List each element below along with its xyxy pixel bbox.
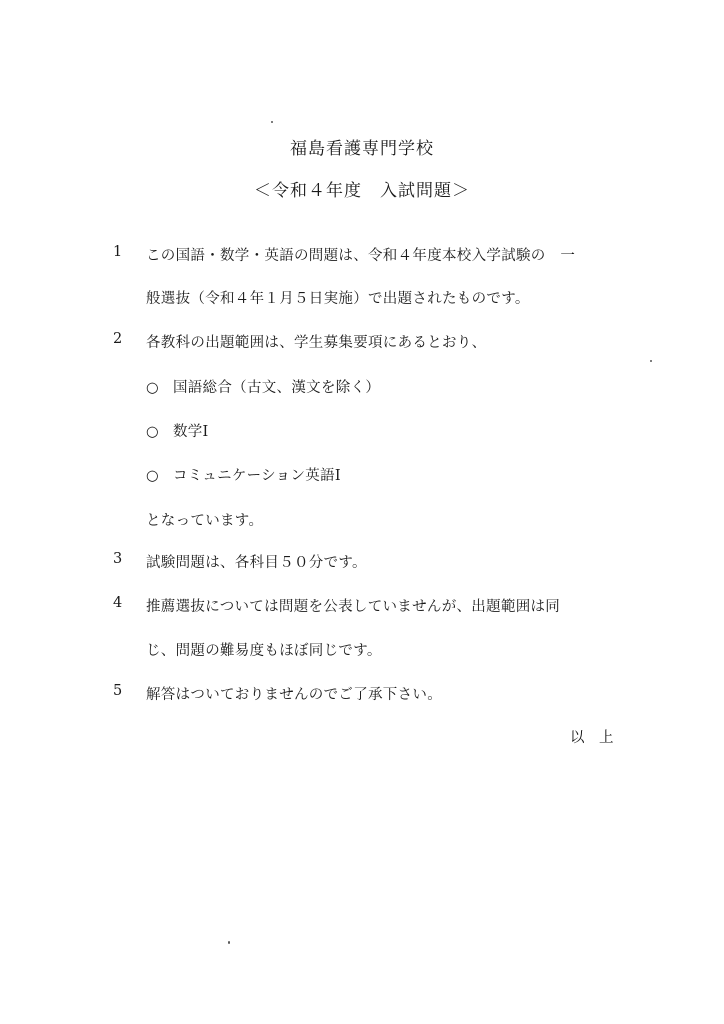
item-number-2: 2 [113,331,123,347]
scan-speck [228,941,230,944]
scan-speck [271,121,273,123]
document-subtitle: ＜令和４年度 入試問題＞ [254,181,470,201]
subject-label: 数学Ⅰ [172,424,209,440]
subject-bullet-3 [146,464,341,485]
item-number-5: 5 [113,683,123,699]
circle-bullet-icon: ○ [146,380,159,396]
item-2-tail: となっています。 [146,513,264,529]
item-number-1: 1 [113,244,123,260]
circle-bullet-icon: ○ [146,468,159,484]
subject-bullet-1 [146,376,380,397]
scan-speck [650,360,652,362]
closing-mark: 以 上 [570,730,614,746]
item-2-line-1: 各教科の出題範囲は、学生募集要項にあるとおり、 [146,335,487,351]
item-4-line-1: 推薦選抜については問題を公表していませんが、出題範囲は同 [146,599,561,615]
item-number-3: 3 [113,551,123,567]
subject-label: 国語総合（古文、漢文を除く） [172,380,381,396]
subject-bullet-2 [146,420,209,441]
item-4-line-2: じ、問題の難易度もほぼ同じです。 [146,643,382,659]
item-1-line-2: 般選抜（令和４年１月５日実施）で出題されたものです。 [146,291,530,307]
item-number-4: 4 [113,595,123,611]
item-3-line-1: 試験問題は、各科目５０分です。 [146,555,367,571]
item-5-line-1: 解答はついておりませんのでご了承下さい。 [146,687,442,703]
subject-label: コミュニケーション英語Ⅰ [172,468,341,484]
circle-bullet-icon: ○ [146,424,159,440]
school-name: 福島看護専門学校 [290,139,434,159]
item-1-line-1: この国語・数学・英語の問題は、令和４年度本校入学試験の 一 [146,248,576,264]
